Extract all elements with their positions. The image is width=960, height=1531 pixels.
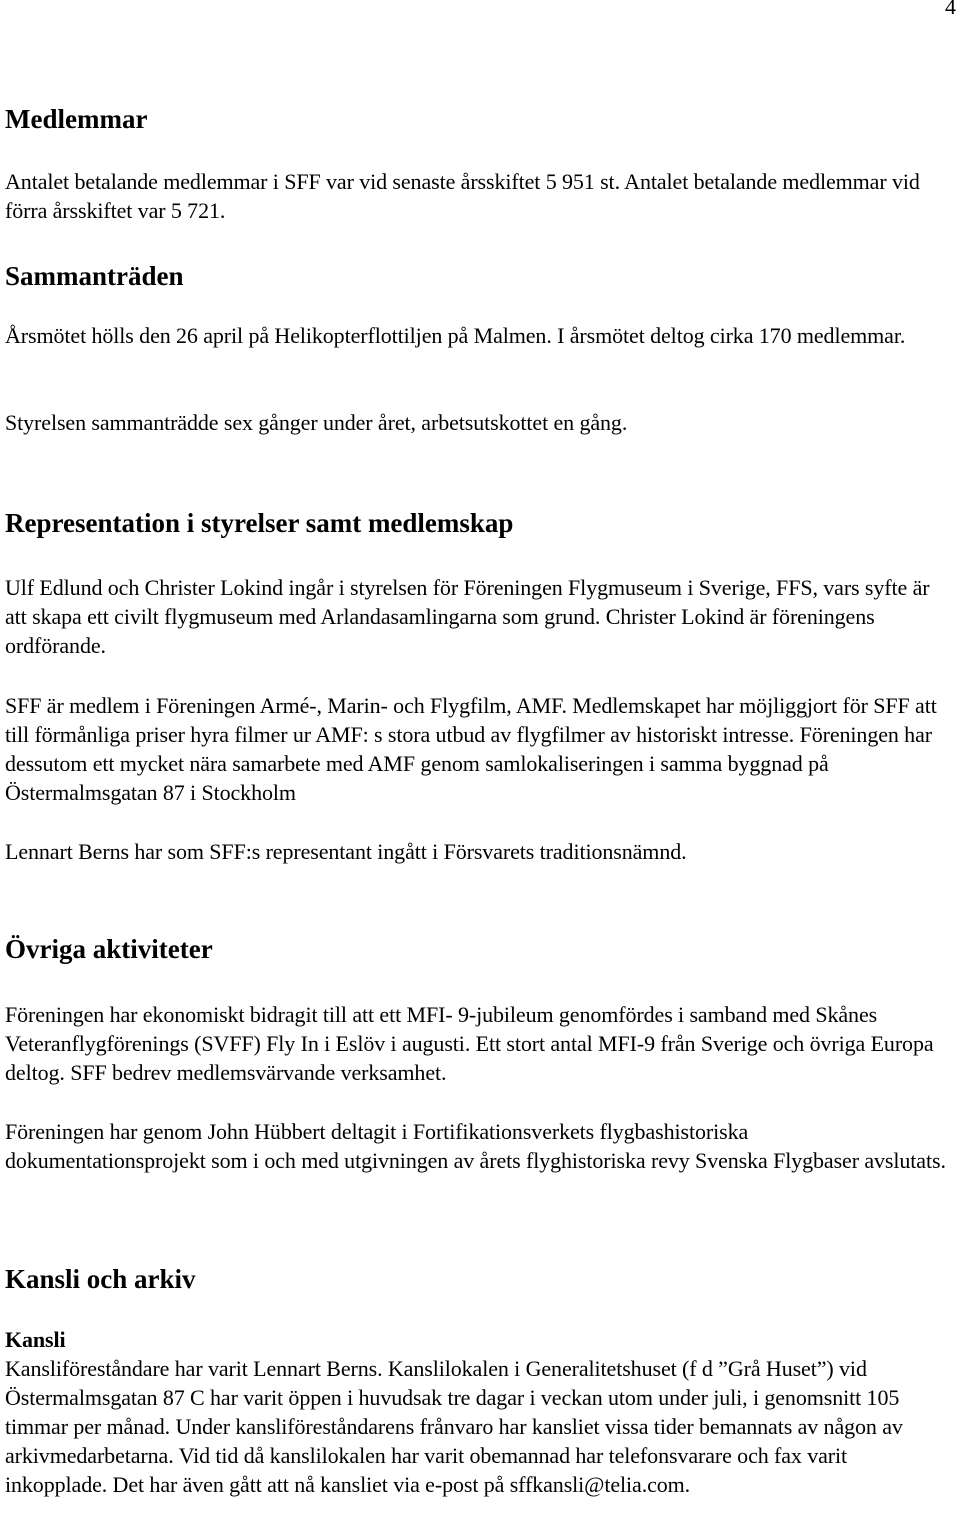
paragraph-amf: SFF är medlem i Föreningen Armé-, Marin- och Flygfilm, AMF. Medlemskapet har möjliggjort för SFF att till förmånliga priser hyra filmer ur AMF: s stora utbud av flygfilmer av historiskt intresse. Föreningen har dessutom ett mycket nära samarbete med AMF genom samlokaliseringen i samma byggnad på Östermalmsgatan 87 i Stockholm	[5, 693, 937, 805]
paragraph-ffs: Ulf Edlund och Christer Lokind ingår i styrelsen för Föreningen Flygmuseum i Sverige, FFS, vars syfte är att skapa ett civilt flygmuseum med Arlandasamlingarna som grund. Christer Lokind är föreningens ordförande.	[5, 575, 930, 658]
paragraph-mfi9: Föreningen har ekonomiskt bidragit till att ett MFI- 9-jubileum genomfördes i samband med Skånes Veteranflygförenings (SVFF) Fly In i Eslöv i augusti. Ett stort antal MFI-9 från Sverige och övriga Europa deltog. SFF bedrev medlemsvärvande verksamhet.	[5, 1002, 934, 1085]
paragraph-traditionsnamnd: Lennart Berns har som SFF:s representant ingått i Försvarets traditionsnämnd.	[5, 839, 687, 864]
page-number: 4	[945, 0, 956, 19]
subheading-kansli: Kansli	[5, 1327, 66, 1352]
paragraph-kansli: Kansliföreståndare har varit Lennart Berns. Kanslilokalen i Generalitetshuset (f d ”Grå Huset”) vid Östermalmsgatan 87 C har varit öppen i huvudsak tre dagar i veckan utom under juli, i genomsnitt 105 timmar per månad. Under kansliföreståndarens frånvaro har kansliet vissa tider bemannats av någon av arkivmedarbetarna. Vid tid då kanslilokalen har varit obemannad har telefonsvarare och fax varit inkopplade. Det har även gått att nå kansliet via e-post på sffkansli@telia.com.	[5, 1356, 903, 1497]
paragraph-arsmote: Årsmötet hölls den 26 april på Helikopterflottiljen på Malmen. I årsmötet deltog cirka 170 medlemmar.	[5, 323, 906, 348]
heading-representation: Representation i styrelser samt medlemskap	[5, 508, 514, 538]
paragraph-styrelsen: Styrelsen sammanträdde sex gånger under året, arbetsutskottet en gång.	[5, 410, 628, 435]
heading-medlemmar: Medlemmar	[5, 104, 148, 134]
paragraph-fortifikationsverket: Föreningen har genom John Hübbert deltagit i Fortifikationsverkets flygbashistoriska dokumentationsprojekt som i och med utgivningen av årets flyghistoriska revy Svenska Flygbaser avslutats.	[5, 1119, 946, 1173]
heading-kansli-och-arkiv: Kansli och arkiv	[5, 1264, 196, 1294]
heading-sammantraden: Sammanträden	[5, 261, 184, 291]
heading-ovriga-aktiviteter: Övriga aktiviteter	[5, 934, 213, 964]
paragraph-medlemmar: Antalet betalande medlemmar i SFF var vid senaste årsskiftet 5 951 st. Antalet betalande medlemmar vid förra årsskiftet var 5 721.	[5, 169, 920, 223]
